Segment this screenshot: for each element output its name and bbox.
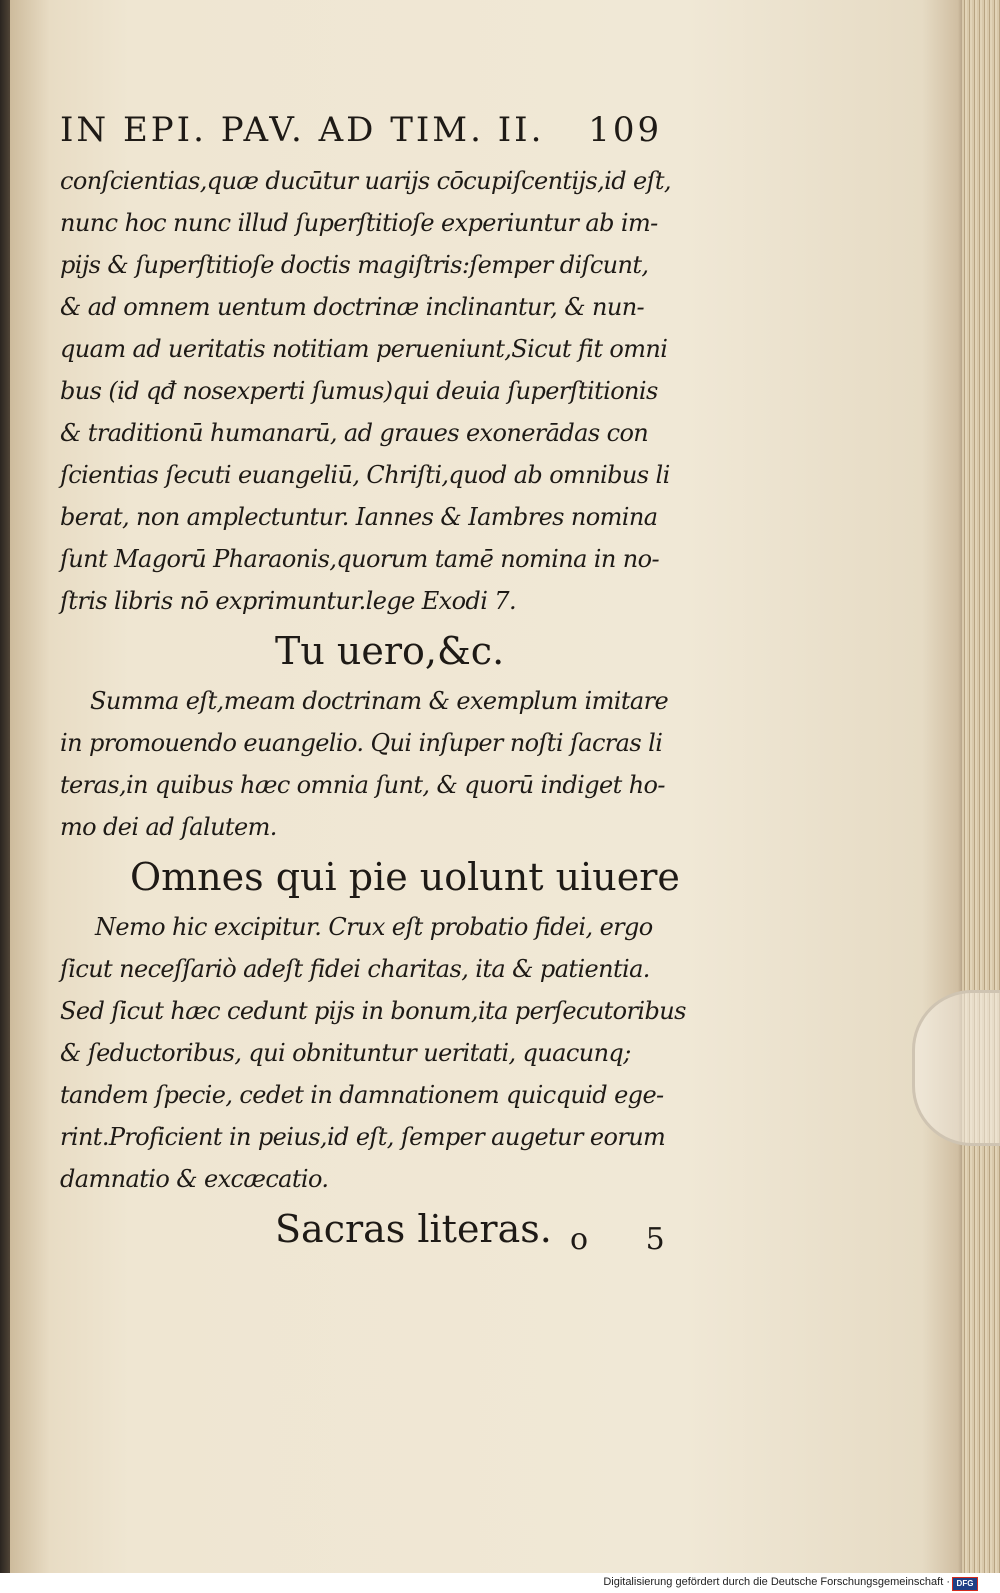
text-line: Sed ſicut hæc cedunt pijs in bonum,ita perſecutoribus [60, 997, 686, 1025]
text-line: conſcientias,quæ ducūtur uarijs cōcupiſcentijs,id eſt, [60, 167, 671, 195]
text-line: mo dei ad ſalutem. [60, 813, 277, 841]
section-heading: Tu uero,&c. [275, 629, 505, 673]
text-line: ſtris libris nō exprimuntur.lege Exodi 7. [60, 587, 516, 615]
paragraph-3 [60, 906, 740, 1200]
text-line: quam ad ueritatis notitiam perueniunt,Sicut fit omni [60, 335, 668, 363]
text-line: Summa eſt,meam doctrinam & exemplum imitare [90, 687, 669, 715]
text-line: ſcientias ſecuti euangeliū, Chriſti,quod ab omnibus li [60, 461, 670, 489]
text-line: damnatio & excæcatio. [60, 1165, 329, 1193]
paragraph-1 [60, 160, 740, 622]
text-block [60, 100, 740, 1258]
dfg-logo-icon: DFG [952, 1577, 978, 1591]
text-line: in promouendo euangelio. Qui inſuper noſti ſacras li [60, 729, 663, 757]
text-line: & traditionū humanarū, ad graues exonerādas con [60, 419, 649, 447]
section-heading: Sacras literas. [275, 1207, 552, 1251]
text-line: & ad omnem uentum doctrinæ inclinantur, & nun- [60, 293, 645, 321]
text-line: rint.Proficient in peius,id eſt, ſemper augetur eorum [60, 1123, 666, 1151]
paragraph-2 [60, 680, 740, 848]
footer-bar [0, 1573, 1000, 1593]
section-heading: Omnes qui pie uolunt uiuere [130, 855, 680, 899]
text-line: Nemo hic excipitur. Crux eſt probatio fidei, ergo [95, 913, 653, 941]
text-line: ſicut neceſſariò adeſt fidei charitas, ita & patientia. [60, 955, 650, 983]
footer-credit: Digitalisierung gefördert durch die Deutsche Forschungsgemeinschaft · [603, 1576, 950, 1588]
page-stack-edge [962, 0, 1000, 1573]
text-line: nunc hoc nunc illud ſuperſtitioſe experiuntur ab im- [60, 209, 658, 237]
text-line: bus (id qđ nosexperti ſumus)qui deuia ſuperſtitionis [60, 377, 658, 405]
signature-mark: o 5 [570, 1222, 689, 1257]
text-line: & ſeductoribus, qui obnituntur ueritati, quacunq; [60, 1039, 631, 1067]
text-line: tandem ſpecie, cedet in damnationem quicquid ege- [60, 1081, 664, 1109]
text-line: teras,in quibus hæc omnia ſunt, & quorū indiget ho- [60, 771, 665, 799]
text-line: pijs & ſuperſtitioſe doctis magiſtris:ſemper diſcunt, [60, 251, 649, 279]
text-line: ſunt Magorū Pharaonis,quorum tamē nomina in no- [60, 545, 659, 573]
text-line: berat, non amplectuntur. Iannes & Iambres nomina [60, 503, 658, 531]
running-header [60, 100, 740, 160]
running-title: IN EPI. PAV. AD TIM. II. [60, 110, 545, 150]
page-number: 109 [588, 110, 663, 150]
paper-clip-shape [912, 990, 1000, 1146]
